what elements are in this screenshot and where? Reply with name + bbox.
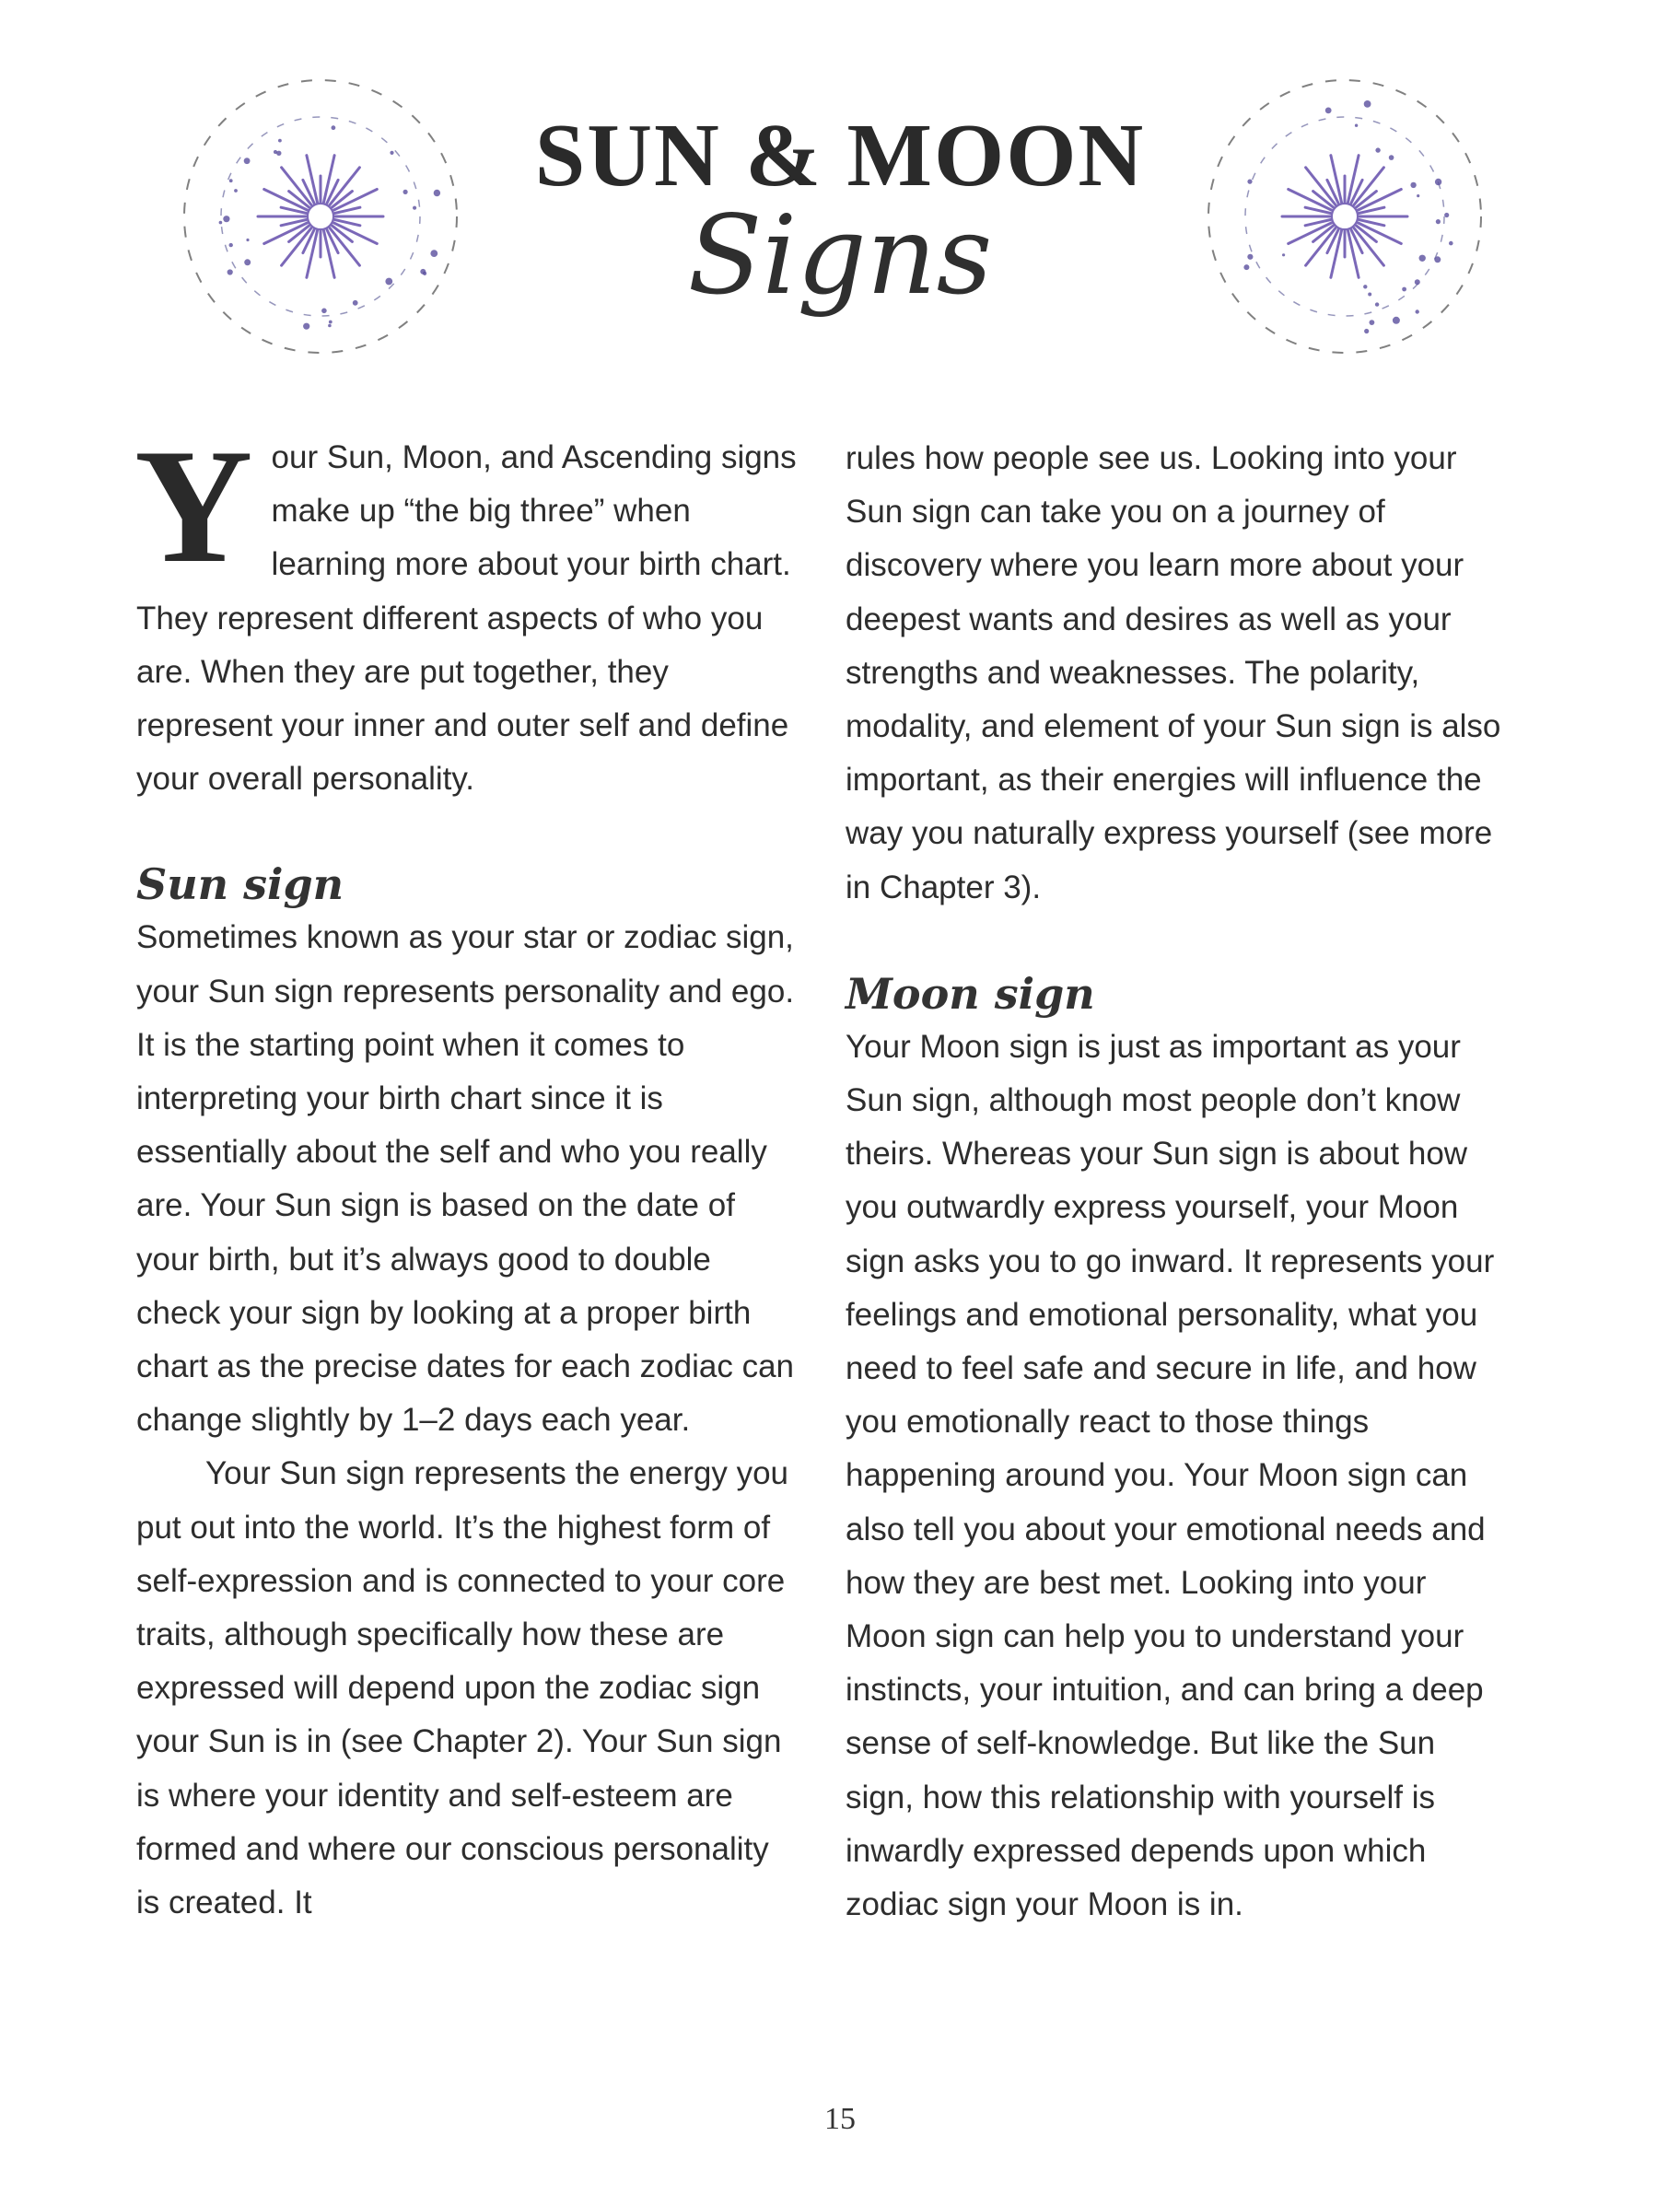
sun-sign-paragraph-2: Your Sun sign represents the energy you put out into the world. It’s the highest form of self-expression and is connected to your core traits, although specifically how these are expressed will depend upon the zodiac sign your Sun is in (see Chapter 2). Your Sun sign is where your identity and self-esteem are formed and where our conscious personality is created. It: [136, 1455, 789, 1921]
intro-text: our Sun, Moon, and Ascending signs make up “the big three” when learning more about your birth chart. They represent different aspects of who you are. When they are put together, they represent your inner and outer self and define your overall personality.: [136, 439, 797, 798]
sun-sign-heading: Sun sign: [136, 859, 344, 910]
page-subtitle: Signs: [687, 192, 993, 319]
right-column: [846, 432, 1509, 1932]
left-column: [134, 414, 799, 1930]
page-title: SUN & MOON: [534, 106, 1146, 205]
page-number: 15: [824, 2102, 856, 2136]
moon-sign-paragraph: Your Moon sign is just as important as your Sun sign, although most people don’t know theirs. Whereas your Sun sign is about how you outwardly express yourself, your Moon sign asks you to go inward. It represents your feelings and emotional personality, what you need to feel safe and secure in life, and how you emotionally react to those things happening around you. Your Moon sign can also tell you about your emotional needs and how they are best met. Looking into your Moon sign can help you to understand your instincts, your intuition, and can bring a deep sense of self-knowledge. But like the Sun sign, how this relationship with yourself is inwardly expressed depends upon which zodiac sign your Moon is in.: [846, 1028, 1495, 1923]
moon-sign-heading: Moon sign: [846, 968, 1095, 1019]
sun-sign-continuation: rules how people see us. Looking into your Sun sign can take you on a journey of discovery where you learn more about your deepest wants and desires as well as your strengths and weaknesses. The polarity, modality, and element of your Sun sign is also important, as their energies will influence the way you naturally express yourself (see more in Chapter 3).: [846, 440, 1501, 905]
intro-paragraph: [134, 414, 799, 806]
sun-sign-paragraph-1: Sometimes known as your star or zodiac sign, your Sun sign represents personality and ego. It is the starting point when it comes to interpreting your birth chart since it is essentially about the self and who you really are. Your Sun sign is based on the date of your birth, but it’s always good to double check your sign by looking at a proper birth chart as the precise dates for each zodiac can change slightly by 1–2 days each year.: [136, 919, 795, 1439]
drop-cap: Y: [134, 414, 253, 597]
